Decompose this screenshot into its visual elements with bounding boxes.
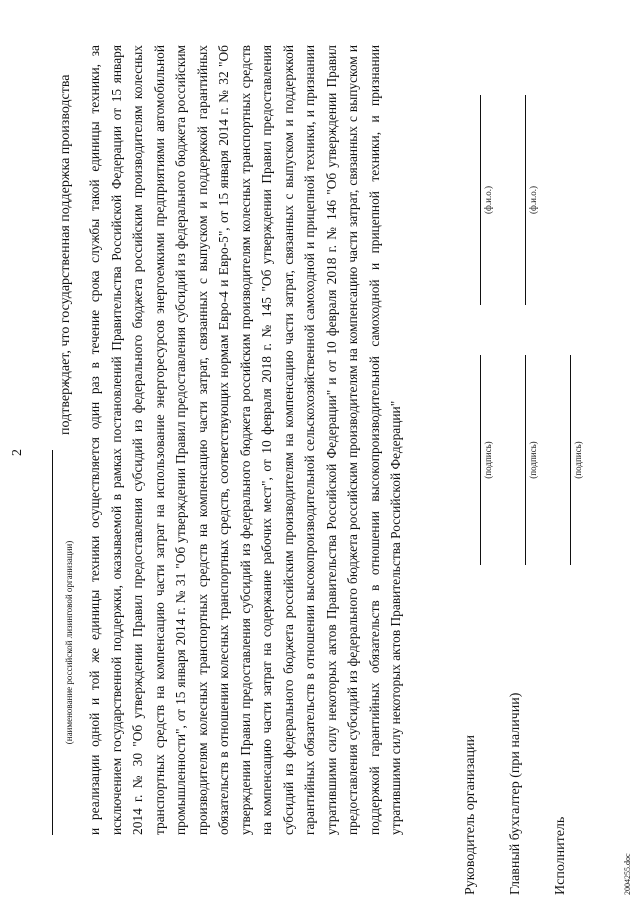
- name-line: [525, 95, 526, 305]
- signature-role: Главный бухгалтер (при наличии): [508, 692, 523, 895]
- signature-role: Исполнитель: [553, 816, 568, 895]
- header-confirms-text: подтверждает, что государственная поддержка производства: [58, 74, 73, 435]
- signature-row-executor: [545, 15, 583, 895]
- org-name-caption: (наименование российской лизинговой организации): [64, 540, 74, 745]
- file-tag: 2004255.doc: [623, 853, 632, 895]
- name-caption: (ф.и.о.): [528, 186, 538, 214]
- org-name-line: [52, 450, 53, 835]
- signature-row-accountant: [500, 15, 538, 895]
- signature-caption: (подпись): [528, 441, 538, 479]
- signature-role: Руководитель организации: [463, 735, 478, 895]
- signature-caption: (подпись): [573, 441, 583, 479]
- signature-row-director: [455, 15, 493, 895]
- name-line: [480, 95, 481, 305]
- body-paragraph: и реализации одной и той же единицы техники осуществляется один раз в течение срока службы такой единицы техники, за исключением государственной поддержки, оказываемой в рамках постановлений Правительства Российской Федерации от 15 января 2014 г. № 30 "Об утверждении Правил предоставления субсидий из федерального бюджета российским производителям колесных транспортных средств на компенсацию части затрат на использование энергоресурсов энергоемкими предприятиями автомобильной промышленности", от 15 января 2014 г. № 31 "Об утверждении Правил предоставления субсидий из федерального бюджета российским производителям колесных транспортных средств на компенсацию части затрат, связанных с выпуском и поддержкой гарантийных обязательств в отношении колесных транспортных средств, соответствующих нормам Евро-4 и Евро-5", от 15 января 2014 г. № 32 "Об утверждении Правил предоставления субсидий из федерального бюджета российским производителям колесных транспортных средств на компенсацию части затрат на содержание рабочих мест", от 10 февраля 2018 г. № 145 "Об утверждении Правил предоставления субсидий из федерального бюджета российским производителям на компенсацию части затрат, связанных с выпуском и поддержкой гарантийных обязательств в отношении высокопроизводительной сельскохозяйственной самоходной и прицепной техники, и признании утратившими силу некоторых актов Правительства Российской Федерации" и от 10 февраля 2018 г. № 146 "Об утверждении Правил предоставления субсидий из федерального бюджета российским производителям на компенсацию части затрат, связанных с выпуском и поддержкой гарантийных обязательств в отношении высокопроизводительной самоходной и прицепной техники, и признании утратившими силу некоторых актов Правительства Российской Федерации": [87, 45, 403, 835]
- signature-caption: (подпись): [483, 441, 493, 479]
- signature-line: [525, 355, 526, 565]
- signature-line: [570, 355, 571, 565]
- page-number: 2: [10, 449, 25, 456]
- name-caption: (ф.и.о.): [483, 186, 493, 214]
- signature-line: [480, 355, 481, 565]
